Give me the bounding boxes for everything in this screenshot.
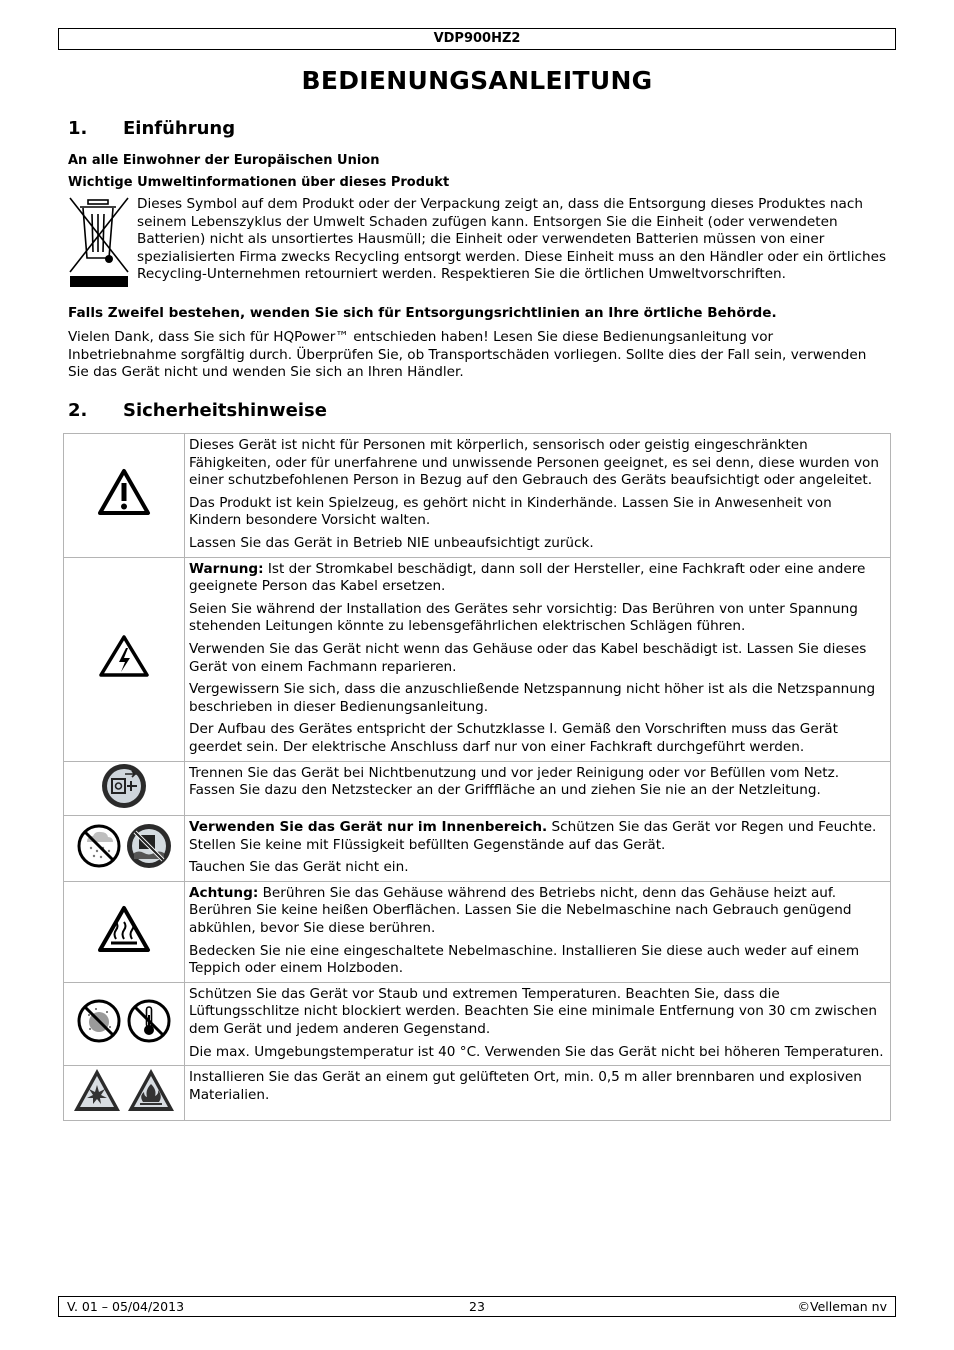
safety-paragraph-text: Schützen Sie das Gerät vor Regen und Feuchte. Stellen Sie keine mit Flüssigkeit befüllten Gegenstände auf das Gerät. bbox=[189, 819, 877, 853]
safety-paragraph bbox=[189, 885, 886, 938]
safety-paragraph bbox=[189, 437, 886, 490]
electric-shock-icon bbox=[98, 634, 150, 684]
safety-text-cell bbox=[185, 881, 891, 982]
no-dust-icon bbox=[76, 998, 122, 1050]
safety-paragraph bbox=[189, 1044, 886, 1062]
safety-paragraph-text: Dieses Gerät ist nicht für Personen mit körperlich, sensorisch oder geistig eingeschränkten Fähigkeiten, oder für unerfahrene und unwissende Personen geeignet, es sei denn, diese wurden von einer schutzbefohlenen Person in Bezug auf den Gebrauch des Geräts beaufsichtigt oder angeleitet. bbox=[189, 437, 879, 489]
safety-icon-cell bbox=[64, 816, 185, 882]
safety-paragraph-text: Ist der Stromkabel beschädigt, dann soll der Hersteller, eine Fachkraft oder eine andere geeignete Person das Kabel ersetzen. bbox=[189, 560, 866, 595]
safety-paragraph-text: Der Aufbau des Gerätes entspricht der Schutzklasse I. Gemäß den Vorschriften muss das Gerät geerdet sein. Der elektrische Anschluss darf nur von einer Fachkraft durchgeführt werden. bbox=[189, 721, 838, 755]
safety-row bbox=[64, 434, 891, 558]
safety-paragraph-text: Trennen Sie das Gerät bei Nichtbenutzung und vor jeder Reinigung oder vor Befüllen vom Netz. Fassen Sie dazu den Netzstecker an der Grifffläche an und ziehen Sie nie an der Netzleitung. bbox=[189, 764, 840, 799]
footer-copyright: ©Velleman nv bbox=[797, 1299, 887, 1314]
safety-row bbox=[64, 557, 891, 761]
explosive-icon bbox=[72, 1067, 122, 1119]
safety-text-cell bbox=[185, 816, 891, 882]
footer-page-number: 23 bbox=[469, 1299, 485, 1314]
safety-icon-cell bbox=[64, 761, 185, 816]
safety-text-cell bbox=[185, 557, 891, 761]
section-2-heading bbox=[68, 400, 327, 421]
section-1-title: Einführung bbox=[123, 118, 236, 139]
no-rain-icon bbox=[76, 823, 122, 875]
safety-icon-cell bbox=[64, 434, 185, 558]
page-footer bbox=[58, 1296, 896, 1317]
safety-icon-cell bbox=[64, 982, 185, 1065]
safety-paragraph-text: Installieren Sie das Gerät an einem gut gelüfteten Ort, min. 0,5 m aller brennbaren und explosiven Materialien. bbox=[189, 1069, 862, 1103]
safety-paragraph bbox=[189, 601, 886, 636]
safety-paragraph bbox=[189, 819, 886, 854]
safety-paragraph-text: Verwenden Sie das Gerät nicht wenn das Gehäuse oder das Kabel beschädigt ist. Lassen Sie dieses Gerät von einem Fachmann reparieren. bbox=[189, 640, 867, 675]
safety-text-cell bbox=[185, 761, 891, 816]
safety-icon-cell bbox=[64, 557, 185, 761]
section-2-title: Sicherheitshinweise bbox=[123, 400, 327, 421]
safety-paragraph-text: Tauchen Sie das Gerät nicht ein. bbox=[189, 859, 409, 876]
safety-table bbox=[63, 433, 891, 1121]
safety-paragraph-text: Die max. Umgebungstemperatur ist 40 °C. Verwenden Sie das Gerät nicht bei höheren Temperaturen. bbox=[189, 1043, 884, 1060]
safety-paragraph bbox=[189, 495, 886, 530]
safety-row bbox=[64, 1066, 891, 1121]
footer-version: V. 01 – 05/04/2013 bbox=[67, 1299, 185, 1314]
crossed-bin-icon bbox=[68, 196, 130, 290]
safety-paragraph-text: Schützen Sie das Gerät vor Staub und extremen Temperaturen. Beachten Sie, dass die Lüftungsschlitze nicht blockiert werden. Beachten Sie eine minimale Entfernung von 30 cm zwischen dem Gerät und jedem anderen Gegenstand. bbox=[189, 985, 877, 1038]
safety-paragraph bbox=[189, 943, 886, 978]
warning-triangle-icon bbox=[97, 468, 151, 522]
page-title: BEDIENUNGSANLEITUNG bbox=[301, 66, 653, 95]
safety-text-cell bbox=[185, 434, 891, 558]
safety-paragraph bbox=[189, 535, 886, 553]
safety-icon-cell bbox=[64, 1066, 185, 1121]
safety-paragraph-text: Vergewissern Sie sich, dass die anzuschließende Netzspannung nicht höher ist als die Netzspannung beschrieben in dieser Bedienungsanleitung. bbox=[189, 681, 876, 715]
safety-row bbox=[64, 881, 891, 982]
section-1-heading bbox=[68, 118, 235, 139]
safety-paragraph-emphasis: Achtung: bbox=[189, 884, 259, 901]
safety-paragraph-text: Bedecken Sie nie eine eingeschaltete Nebelmaschine. Installieren Sie diese auch weder auf einem Teppich oder einem Holzboden. bbox=[189, 942, 860, 977]
safety-paragraph-emphasis: Warnung: bbox=[189, 560, 264, 577]
safety-paragraph bbox=[189, 561, 886, 596]
page-header bbox=[58, 28, 896, 50]
safety-paragraph bbox=[189, 641, 886, 676]
safety-paragraph-text: Seien Sie während der Installation des Gerätes sehr vorsichtig: Das Berühren von unter Spannung stehenden Leitungen könnte zu lebensgefährlichen elektrischen Schlägen führen. bbox=[189, 600, 858, 635]
doubt-note: Falls Zweifel bestehen, wenden Sie sich für Entsorgungsrichtlinien an Ihre örtliche Behörde. bbox=[68, 305, 777, 321]
safety-row bbox=[64, 761, 891, 816]
thanks-paragraph: Vielen Dank, dass Sie sich für HQPower™ entschieden haben! Lesen Sie diese Bedienungsanleitung vor Inbetriebnahme sorgfältig durch. Überprüfen Sie, ob Transportschäden vorliegen. Sollte dies der Fall sein, verwenden Sie das Gerät nicht und wenden Sie sich an Ihren Händler. bbox=[68, 329, 867, 381]
safety-paragraph-text: Das Produkt ist kein Spielzeug, es gehört nicht in Kinderhände. Lassen Sie in Anwesenheit von Kindern besondere Vorsicht walten. bbox=[189, 494, 832, 529]
safety-paragraph-text: Lassen Sie das Gerät in Betrieb NIE unbeaufsichtigt zurück. bbox=[189, 534, 594, 551]
safety-paragraph bbox=[189, 1069, 886, 1104]
safety-paragraph-emphasis: Verwenden Sie das Gerät nur im Innenbereich. bbox=[189, 819, 548, 836]
safety-row bbox=[64, 816, 891, 882]
safety-icon-cell bbox=[64, 881, 185, 982]
safety-text-cell bbox=[185, 982, 891, 1065]
safety-paragraph bbox=[189, 721, 886, 756]
safety-row bbox=[64, 982, 891, 1065]
safety-paragraph-text: Berühren Sie das Gehäuse während des Betriebs nicht, denn das Gehäuse heizt auf. Berühren Sie keine heißen Oberflächen. Lassen Sie die Nebelmaschine nach Gebrauch genügend abkühlen, bevor Sie diese berühren. bbox=[189, 884, 852, 937]
eu-heading: An alle Einwohner der Europäischen Union bbox=[68, 153, 380, 168]
disposal-text: Dieses Symbol auf dem Produkt oder der Verpackung zeigt an, dass die Entsorgung dieses Produktes nach seinem Lebenszyklus der Umwelt Schaden zufügen kann. Entsorgen Sie die Einheit (oder verwendeten Batterien) nicht als unsortiertes Hausmüll; die Einheit oder verwendeten Batterien müssen von einer spezialisierten Firma zwecks Recycling entsorgt werden. Diese Einheit muss an den Händler oder ein örtliches Recycling-Unternehmen retourniert werden. Respektieren Sie die örtlichen Umweltvorschriften. bbox=[137, 196, 887, 283]
model-number: VDP900HZ2 bbox=[433, 31, 521, 46]
no-extreme-temperature-icon bbox=[126, 998, 172, 1050]
hot-surface-icon bbox=[97, 905, 151, 959]
safety-paragraph bbox=[189, 859, 886, 877]
safety-paragraph bbox=[189, 765, 886, 800]
safety-paragraph bbox=[189, 681, 886, 716]
no-immersion-icon bbox=[126, 823, 172, 875]
env-heading: Wichtige Umweltinformationen über dieses Produkt bbox=[68, 175, 450, 190]
unplug-icon bbox=[101, 763, 147, 815]
flammable-icon bbox=[126, 1067, 176, 1119]
safety-text-cell bbox=[185, 1066, 891, 1121]
section-2-number: 2. bbox=[68, 400, 88, 421]
safety-paragraph bbox=[189, 986, 886, 1039]
section-1-number: 1. bbox=[68, 118, 88, 139]
